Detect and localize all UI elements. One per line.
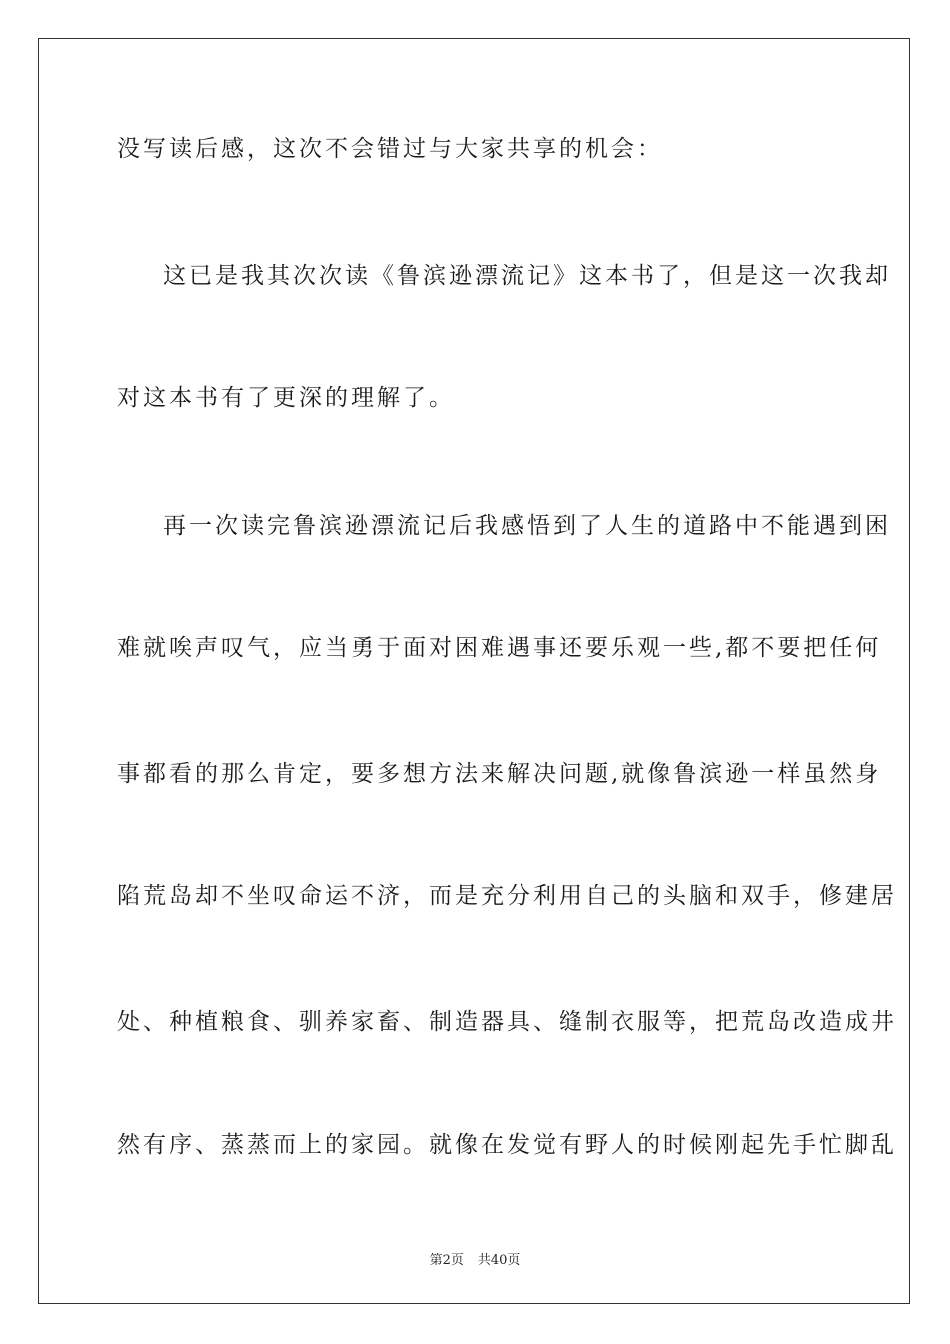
- body-text-line-7: 陷荒岛却不坐叹命运不济，而是充分利用自己的头脑和双手，修建居: [117, 883, 897, 909]
- total-pages: 共40页: [477, 1253, 521, 1268]
- body-text-line-1: 没写读后感，这次不会错过与大家共享的机会：: [117, 136, 663, 162]
- body-text-line-6: 事都看的那么肯定，要多想方法来解决问题,就像鲁滨逊一样虽然身: [117, 761, 882, 787]
- body-text-line-3: 对这本书有了更深的理解了。: [117, 385, 455, 411]
- body-text-line-5: 难就唉声叹气，应当勇于面对困难遇事还要乐观一些,都不要把任何: [117, 635, 882, 661]
- body-text-line-4: 再一次读完鲁滨逊漂流记后我感悟到了人生的道路中不能遇到困: [163, 513, 891, 539]
- page-footer: [0, 1249, 950, 1268]
- page-border: [38, 38, 910, 1304]
- page-number: 第2页: [429, 1253, 464, 1268]
- body-text-line-8: 处、种植粮食、驯养家畜、制造器具、缝制衣服等，把荒岛改造成井: [117, 1009, 897, 1035]
- body-text-line-2: 这已是我其次次读《鲁滨逊漂流记》这本书了，但是这一次我却: [163, 263, 891, 289]
- body-text-line-9: 然有序、蒸蒸而上的家园。就像在发觉有野人的时候刚起先手忙脚乱: [117, 1132, 897, 1158]
